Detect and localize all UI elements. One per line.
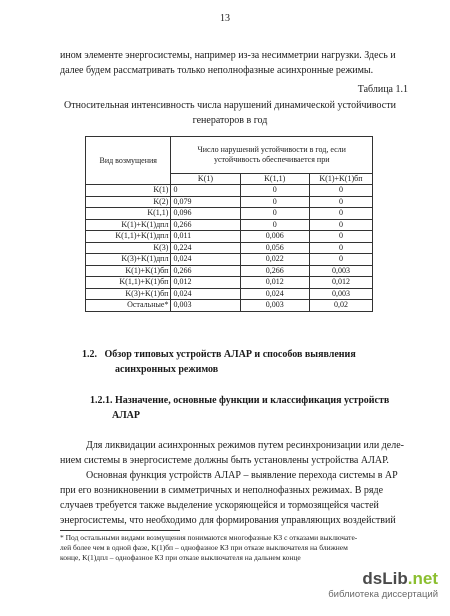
row-value: 0 (171, 185, 240, 197)
text-line: Для ликвидации асинхронных режимов путем ресинхронизации или деле- (86, 440, 404, 451)
row-value: 0,024 (240, 288, 309, 300)
footnote-line: конце, K(1)дпл – однофазное КЗ при отказе выключателя на дальнем конце (60, 553, 301, 562)
row-label: K(1,1) (86, 208, 171, 220)
row-value: 0 (309, 185, 372, 197)
row-value: 0,022 (240, 254, 309, 266)
row-label: K(3)+K(1)дпл (86, 254, 171, 266)
row-value: 0,056 (240, 242, 309, 254)
subheader-k1bp: K(1)+K(1)бп (309, 174, 372, 185)
text-line: при его возникновении в симметричных и неполнофазных режимах. В ряде (60, 485, 384, 496)
table-row (86, 242, 373, 254)
row-label: K(3)+K(1)бп (86, 288, 171, 300)
row-value: 0 (309, 242, 372, 254)
caption-line: Относительная интенсивность числа нарушений динамической устойчивости (64, 100, 396, 111)
row-value: 0,224 (171, 242, 240, 254)
footnote (60, 533, 412, 563)
table-row (86, 196, 373, 208)
row-value: 0,003 (240, 300, 309, 312)
row-value: 0,02 (309, 300, 372, 312)
row-label: K(1)+K(1)дпл (86, 219, 171, 231)
row-value: 0,012 (171, 277, 240, 289)
row-value: 0 (240, 219, 309, 231)
row-value: 0 (240, 185, 309, 197)
table-row (86, 254, 373, 266)
row-value: 0,012 (240, 277, 309, 289)
row-label: K(3) (86, 242, 171, 254)
row-value: 0,096 (171, 208, 240, 220)
paragraph-intro (60, 48, 410, 78)
row-label: Остальные* (86, 300, 171, 312)
row-value: 0,012 (309, 277, 372, 289)
row-label: K(1,1)+K(1)бп (86, 277, 171, 289)
row-value: 0,003 (171, 300, 240, 312)
row-label: K(1,1)+K(1)дпл (86, 231, 171, 243)
row-value: 0,003 (309, 288, 372, 300)
row-value: 0 (240, 196, 309, 208)
heading-text: АЛАР (112, 410, 141, 421)
row-value: 0 (309, 219, 372, 231)
text-line: случаев требуется также выделение ускоряющейся и тормозящейся частей (60, 500, 379, 511)
text-line: ином элементе энергосистемы, например из-за несимметрии нагрузки. Здесь и (60, 50, 396, 61)
caption-line: генераторов в год (192, 115, 268, 126)
row-value: 0,024 (171, 254, 240, 266)
table-row (86, 300, 373, 312)
row-value: 0,266 (171, 265, 240, 277)
row-value: 0 (309, 208, 372, 220)
row-value: 0 (309, 254, 372, 266)
subheader-k1: K(1) (171, 174, 240, 185)
table-caption (40, 98, 420, 128)
table-label: Таблица 1.1 (357, 84, 408, 95)
table-row (86, 231, 373, 243)
row-label: K(1) (86, 185, 171, 197)
table-row (86, 277, 373, 289)
text-line: далее будем рассматривать только неполнофазные асинхронные режимы. (60, 65, 374, 76)
row-value: 0 (309, 196, 372, 208)
paragraph-alar-function (60, 468, 410, 528)
heading-number: 1.2. (82, 349, 97, 360)
footnote-divider (60, 530, 180, 531)
section-heading-1-2 (82, 347, 412, 377)
row-value: 0,011 (171, 231, 240, 243)
watermark-logo (328, 569, 438, 589)
table-row (86, 208, 373, 220)
footnote-line: * Под остальными видами возмущения понимаются многофазные КЗ с отказами выключате- (60, 533, 358, 542)
logo-domain: .net (407, 569, 438, 588)
table-row (86, 265, 373, 277)
heading-text: Обзор типовых устройств АЛАР и способов выявления (104, 349, 356, 360)
row-label: K(1)+K(1)бп (86, 265, 171, 277)
watermark-subtitle: библиотека диссертаций (328, 589, 438, 600)
heading-number: 1.2.1. (90, 395, 113, 406)
watermark (328, 569, 438, 600)
row-value: 0,079 (171, 196, 240, 208)
paragraph-alar-install (60, 438, 410, 468)
row-value: 0,266 (240, 265, 309, 277)
row-value: 0,266 (171, 219, 240, 231)
header-disturbance: Вид возмущения (86, 137, 171, 185)
text-line: нием системы в энергосистеме должны быть установлены устройства АЛАР. (60, 455, 389, 466)
table-row (86, 219, 373, 231)
heading-text: Назначение, основные функции и классификация устройств (115, 395, 390, 406)
table-row (86, 185, 373, 197)
row-value: 0 (309, 231, 372, 243)
stability-table (85, 136, 373, 312)
row-value: 0,006 (240, 231, 309, 243)
heading-text: асинхронных режимов (115, 364, 219, 375)
row-label: K(2) (86, 196, 171, 208)
section-heading-1-2-1 (90, 393, 412, 423)
logo-name: dsLib (362, 569, 408, 588)
row-value: 0,003 (309, 265, 372, 277)
row-value: 0 (240, 208, 309, 220)
subheader-k11: K(1,1) (240, 174, 309, 185)
text-line: Основная функция устройств АЛАР – выявление перехода системы в АР (86, 470, 398, 481)
page-number: 13 (220, 13, 230, 24)
table-row (86, 288, 373, 300)
footnote-line: лей более чем в одной фазе, K(1)бп – однофазное КЗ при отказе выключателя на ближнем (60, 543, 348, 552)
header-violations: Число нарушений устойчивости в год, если устойчивость обеспечивается при (171, 137, 373, 174)
text-line: энергосистемы, что необходимо для формирования управляющих воздействий (60, 515, 396, 526)
row-value: 0,024 (171, 288, 240, 300)
